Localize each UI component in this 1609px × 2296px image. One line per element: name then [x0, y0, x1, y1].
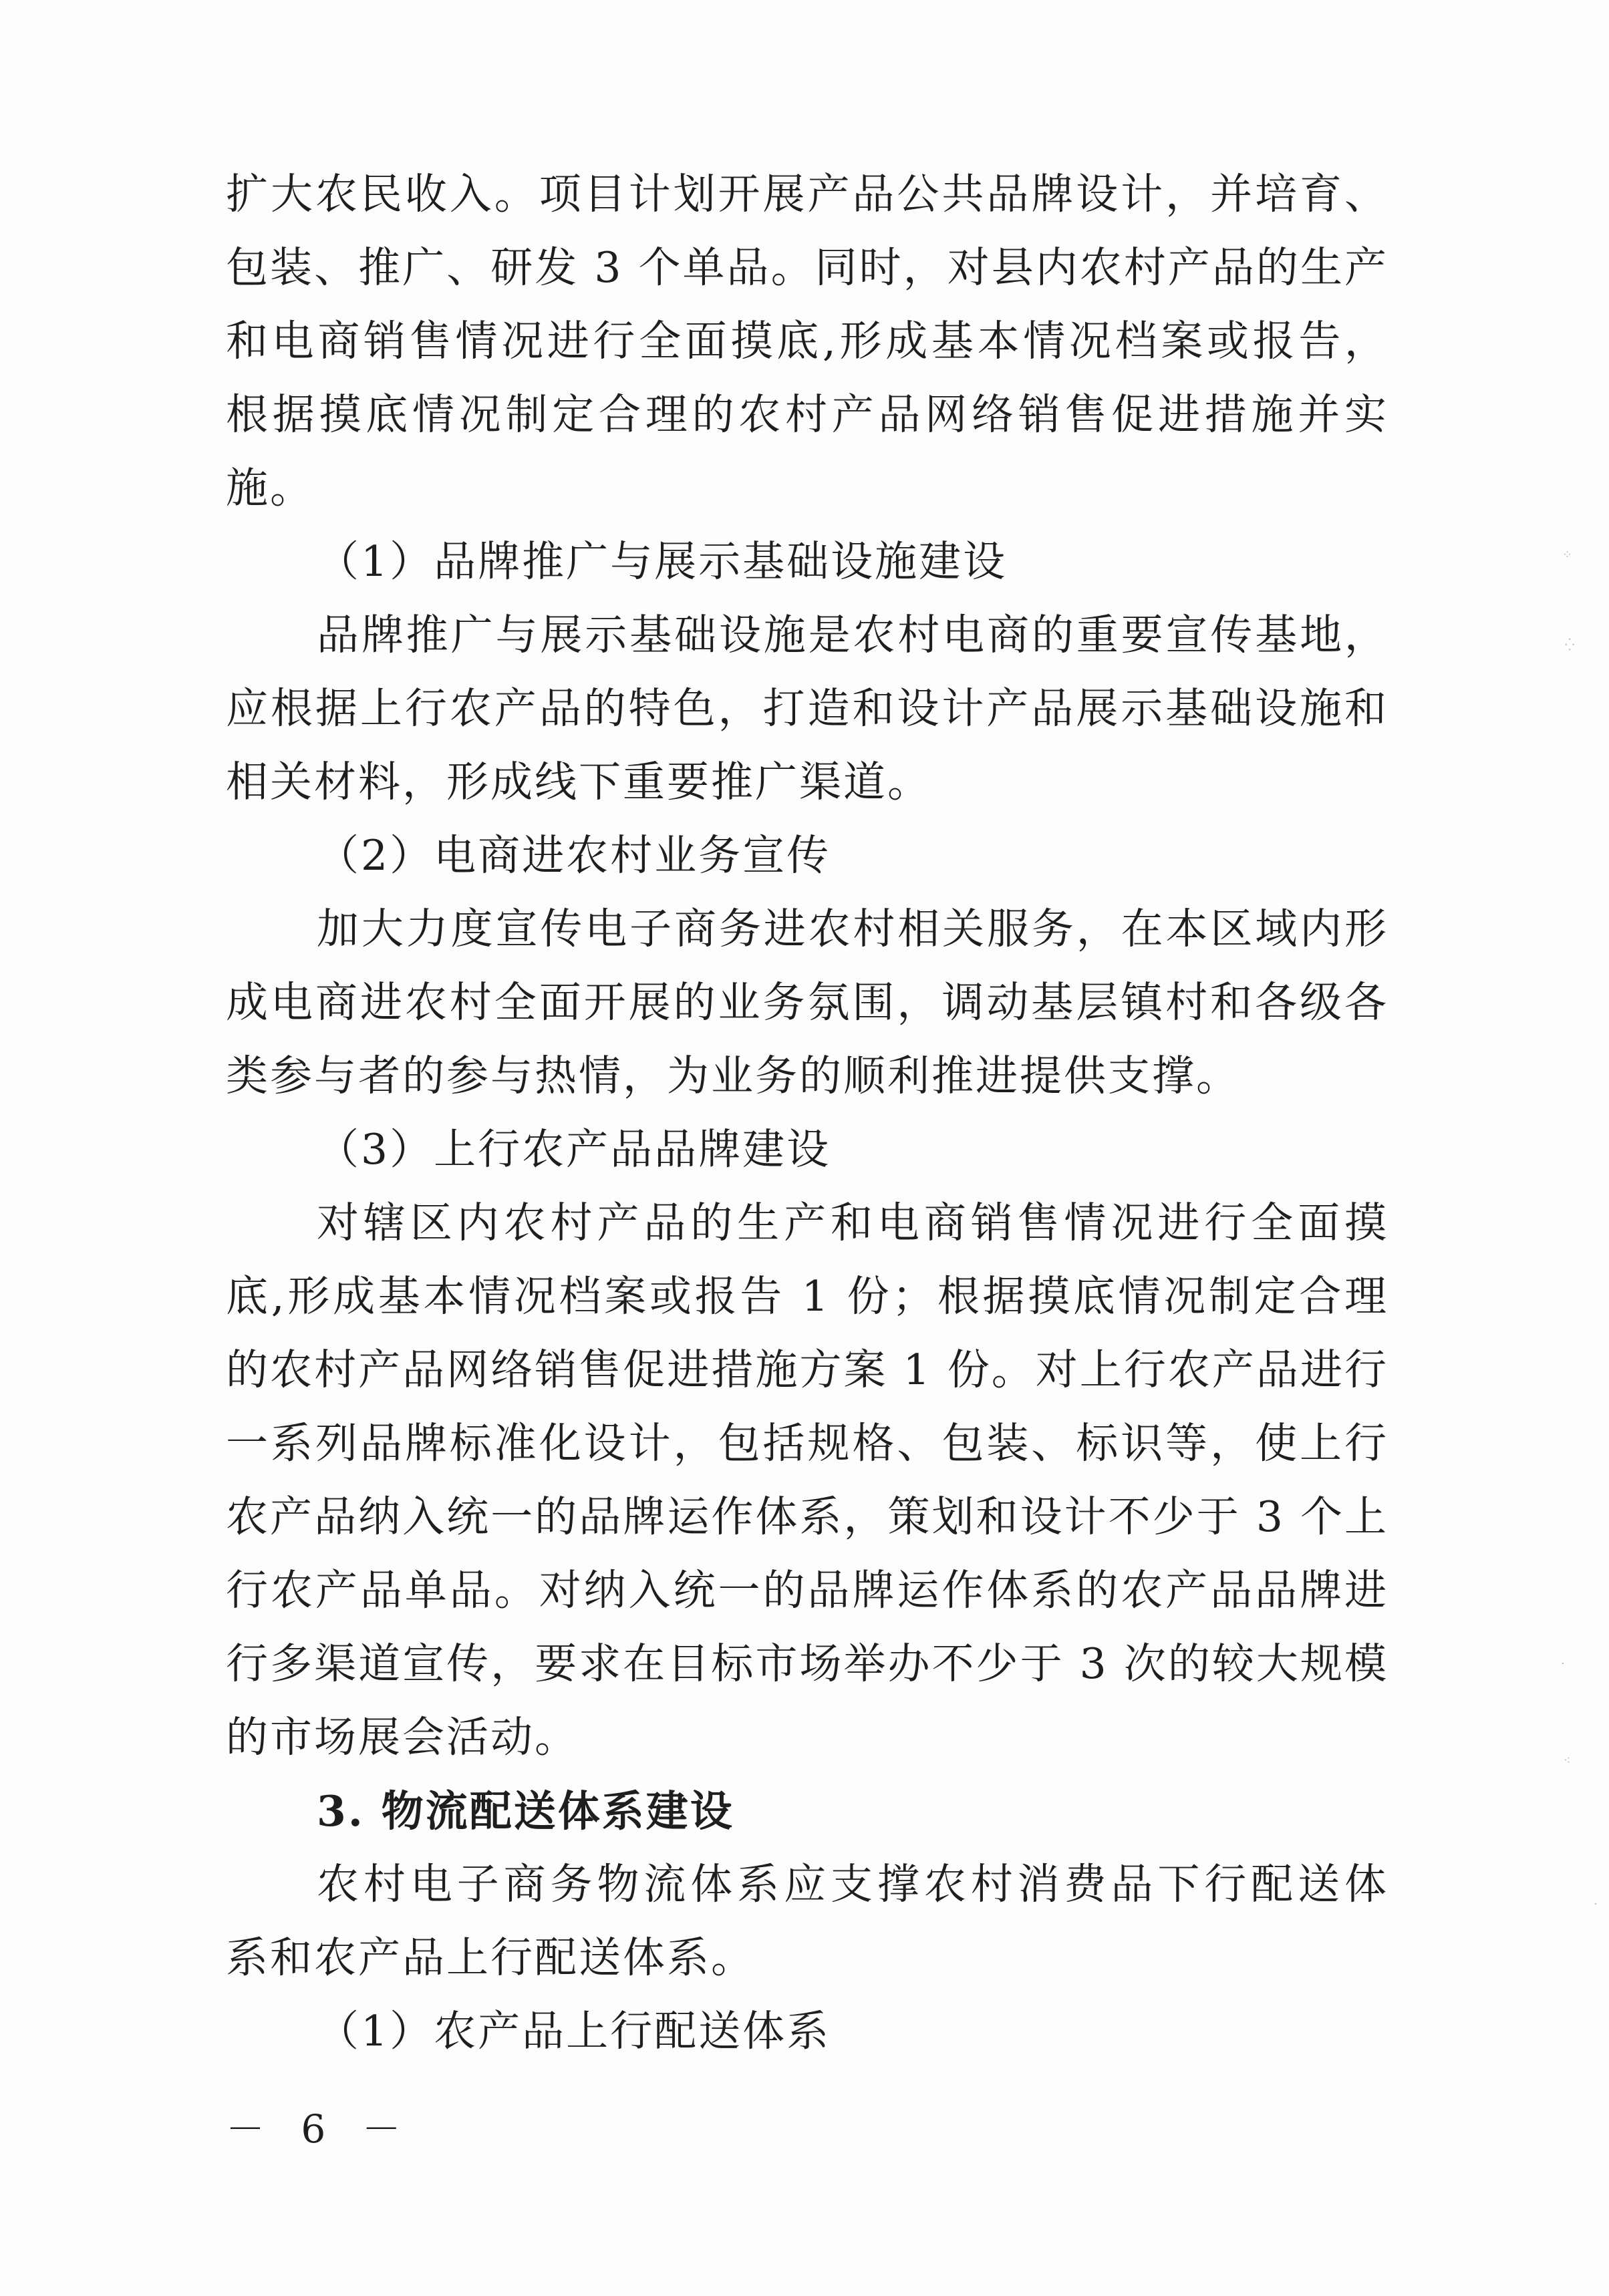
body-text [226, 158, 1388, 2068]
body-line: 对辖区内农村产品的生产和电商销售情况进行全面摸 [317, 1198, 1388, 1247]
section-heading-logistics: 3. 物流配送体系建设 [317, 1786, 734, 1836]
body-line: 加大力度宣传电子商务进农村相关服务，在本区域内形 [317, 905, 1388, 953]
subheading-brand-building: （3）上行农产品品牌建设 [317, 1125, 831, 1174]
body-line: 成电商进农村全面开展的业务氛围，调动基层镇村和各级各 [226, 978, 1388, 1027]
scan-speck: ⁛ [1565, 638, 1575, 652]
body-line: 行多渠道宣传，要求在目标市场举办不少于 3 次的较大规模 [226, 1639, 1388, 1688]
subheading-ecommerce-promotion: （2）电商进农村业务宣传 [317, 831, 831, 880]
scan-speck: · [1561, 1657, 1565, 1671]
body-line: 应根据上行农产品的特色，打造和设计产品展示基础设施和 [226, 684, 1388, 733]
scan-speck: ⁘ [1562, 548, 1573, 562]
body-line: 品牌推广与展示基础设施是农村电商的重要宣传基地， [317, 611, 1388, 659]
subheading-upstream-delivery: （1）农产品上行配送体系 [317, 2007, 831, 2056]
body-line: 一系列品牌标准化设计，包括规格、包装、标识等，使上行 [226, 1419, 1388, 1468]
body-line: 扩大农民收入。项目计划开展产品公共品牌设计，并培育、 [226, 170, 1388, 218]
body-line: 的市场展会活动。 [226, 1713, 579, 1762]
body-line: 根据摸底情况制定合理的农村产品网络销售促进措施并实 [226, 390, 1388, 439]
body-line: 底,形成基本情况档案或报告 1 份；根据摸底情况制定合理 [226, 1272, 1388, 1321]
page-number: － 6 － [226, 2106, 413, 2152]
body-line: 施。 [226, 464, 314, 512]
body-line: 的农村产品网络销售促进措施方案 1 份。对上行农产品进行 [226, 1345, 1388, 1394]
subheading-brand-infrastructure: （1）品牌推广与展示基础设施建设 [317, 537, 1008, 586]
body-line: 农村电子商务物流体系应支撑农村消费品下行配送体 [317, 1860, 1388, 1909]
body-line: 行农产品单品。对纳入统一的品牌运作体系的农产品品牌进 [226, 1566, 1388, 1615]
body-line: 农产品纳入统一的品牌运作体系，策划和设计不少于 3 个上 [226, 1492, 1388, 1541]
body-line: 包装、推广、研发 3 个单品。同时，对县内农村产品的生产 [226, 243, 1388, 292]
scan-speck: ⁖ [1564, 1754, 1571, 1768]
body-line: 和电商销售情况进行全面摸底,形成基本情况档案或报告， [226, 317, 1388, 365]
scan-speck: · [1594, 1897, 1598, 1911]
body-line: 类参与者的参与热情，为业务的顺利推进提供支撑。 [226, 1051, 1240, 1100]
body-line: 相关材料，形成线下重要推广渠道。 [226, 758, 931, 806]
body-line: 系和农产品上行配送体系。 [226, 1933, 755, 1982]
